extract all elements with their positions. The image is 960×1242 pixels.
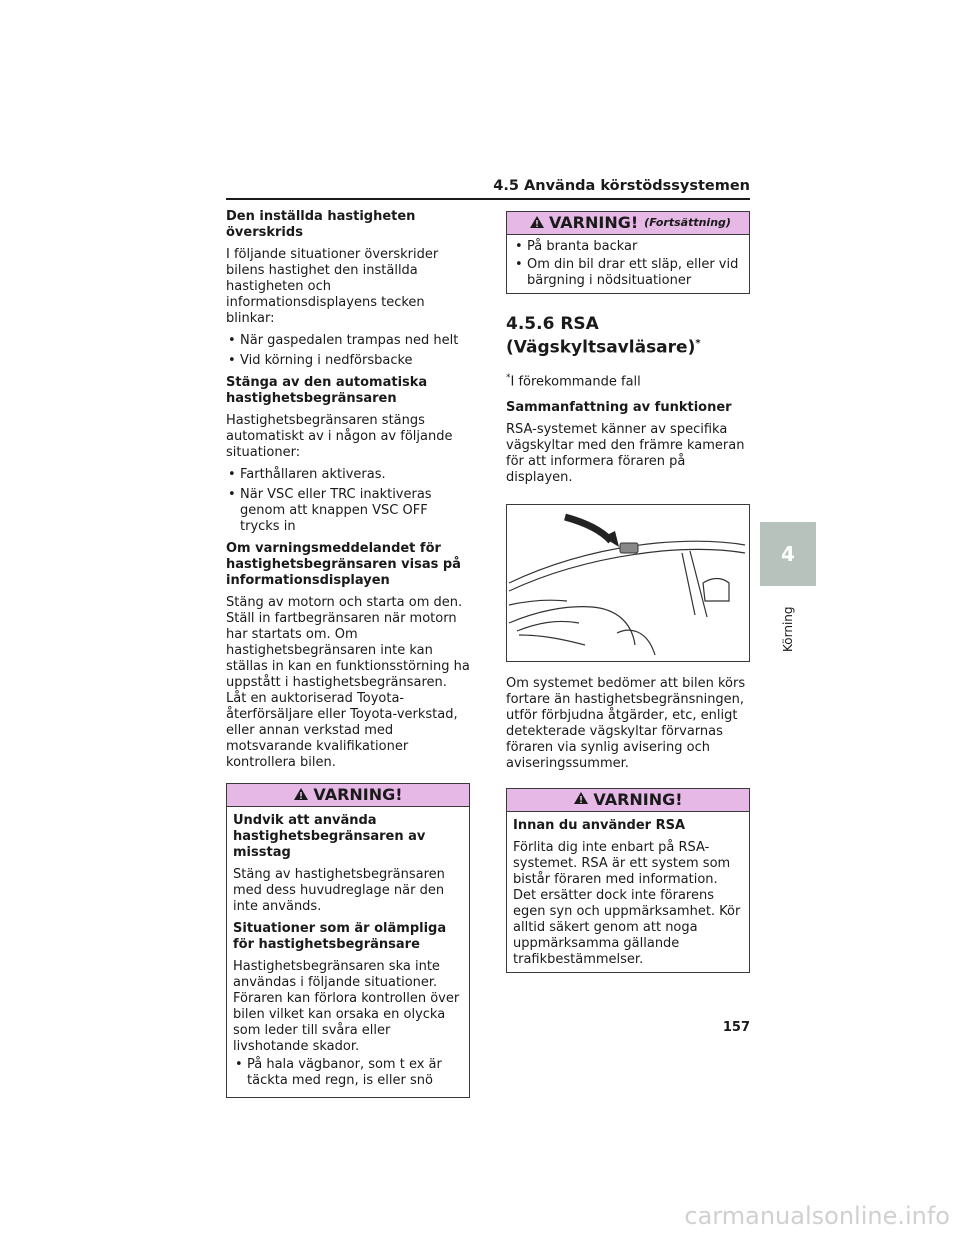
windshield-camera-illustration	[506, 504, 750, 662]
car-windshield-drawing	[507, 505, 749, 661]
warning-body	[507, 812, 749, 972]
section-title	[506, 314, 750, 358]
list-item: • Vid körning i nedförsbacke	[226, 353, 470, 369]
warning-box-continued	[506, 211, 750, 294]
warning-paragraph: Förlita dig inte enbart på RSA-systemet. RSA är ett system som bistår föraren med information. Det ersätter dock inte förarens egen syn och uppmärksamhet. Kör alltid säkert genom att noga uppmärksamma gällande trafikbestämmelser.	[513, 839, 741, 967]
right-column	[506, 209, 750, 981]
warning-triangle-icon	[293, 787, 309, 804]
heading-summary: Sammanfattning av funktioner	[506, 399, 732, 415]
warning-heading: Undvik att använda hastighetsbegränsaren av misstag	[233, 813, 426, 860]
warning-heading: Innan du använder RSA	[513, 817, 686, 833]
warning-header	[507, 212, 749, 235]
paragraph-warning-message: Stäng av motorn och starta om den. Ställ in fartbegränsaren när motorn har startats om. Om hastighetsbegränsaren inte kan ställas in kan en funktionsstörning ha uppstått i hastighetsbegränsaren. Låt en auktoriserad Toyota-återförsäljare eller Toyota-verkstad, eller annan verkstad med motsvarande kvalifikationer kontrollera bilen.	[226, 595, 470, 770]
left-column	[226, 209, 470, 1106]
list-speed-exceeded	[226, 333, 470, 369]
warning-heading: Situationer som är olämpliga för hastighetsbegränsare	[233, 921, 447, 952]
paragraph-warning-behavior: Om systemet bedömer att bilen körs fortare än hastighetsbegränsningen, utför förbjudna åtgärder, etc, enligt detekterade vägskyltar förvarnas föraren via synlig avisering och aviseringssummer.	[506, 675, 746, 771]
list-item: • När VSC eller TRC inaktiveras genom att knappen VSC OFF trycks in	[226, 487, 470, 535]
warning-header	[507, 789, 749, 812]
page-number: 157	[722, 1020, 750, 1035]
warning-body	[227, 807, 469, 1097]
warning-title: VARNING!	[549, 213, 639, 232]
section-title-mark: *	[695, 338, 701, 349]
warning-list	[513, 239, 743, 289]
warning-paragraph: Hastighetsbegränsaren ska inte användas i följande situationer. Föraren kan förlora kontrollen över bilen vilket kan orsaka en olycka som leder till svåra eller livshotande skador.	[233, 959, 460, 1054]
footnote	[506, 370, 750, 390]
list-item: • Om din bil drar ett släp, eller vid bärgning i nödsituationer	[513, 257, 743, 289]
section-title-text: 4.5.6 RSA (Vägskyltsavläsare)	[506, 314, 696, 358]
paragraph-auto-off: Hastighetsbegränsaren stängs automatiskt av i någon av följande situationer:	[226, 413, 453, 460]
chapter-header: 4.5 Använda körstödssystemen	[493, 178, 750, 194]
warning-box	[226, 783, 470, 1098]
list-item: • På hala vägbanor, som t ex är täckta med regn, is eller snö	[233, 1057, 463, 1089]
heading-warning-message: Om varningsmeddelandet för hastighetsbegränsaren visas på informationsdisplayen	[226, 541, 461, 588]
header-rule	[226, 198, 750, 200]
list-item: • Farthållaren aktiveras.	[226, 467, 470, 483]
warning-paragraph: Stäng av hastighetsbegränsaren med dess huvudreglage när den inte används.	[233, 867, 445, 914]
chapter-tab-label: Körning	[781, 606, 795, 652]
warning-body	[507, 235, 749, 293]
heading-auto-off: Stänga av den automatiska hastighetsbegränsaren	[226, 375, 428, 406]
warning-continued-label: (Fortsättning)	[644, 216, 731, 229]
footnote-mark: *	[506, 372, 511, 383]
list-item: • På branta backar	[513, 239, 743, 255]
heading-speed-exceeded: Den inställda hastigheten överskrids	[226, 209, 416, 240]
list-auto-off	[226, 467, 470, 535]
list-item: • När gaspedalen trampas ned helt	[226, 333, 470, 349]
warning-triangle-icon	[529, 215, 545, 232]
watermark: carmanualsonline.info	[684, 1202, 950, 1230]
chapter-tab: 4	[760, 522, 816, 586]
warning-title: VARNING!	[313, 785, 403, 804]
warning-header	[227, 784, 469, 807]
warning-title: VARNING!	[593, 789, 683, 809]
warning-box-rsa	[506, 788, 750, 973]
footnote-text: I förekommande fall	[510, 373, 641, 389]
paragraph-speed-exceeded: I följande situationer överskrider bilens hastighet den inställda hastigheten och informationsdisplayens tecken blinkar:	[226, 247, 439, 326]
warning-list	[233, 1057, 463, 1089]
warning-triangle-icon	[573, 791, 589, 808]
paragraph-summary: RSA-systemet känner av specifika vägskyltar med den främre kameran för att informera föraren på displayen.	[506, 421, 745, 485]
